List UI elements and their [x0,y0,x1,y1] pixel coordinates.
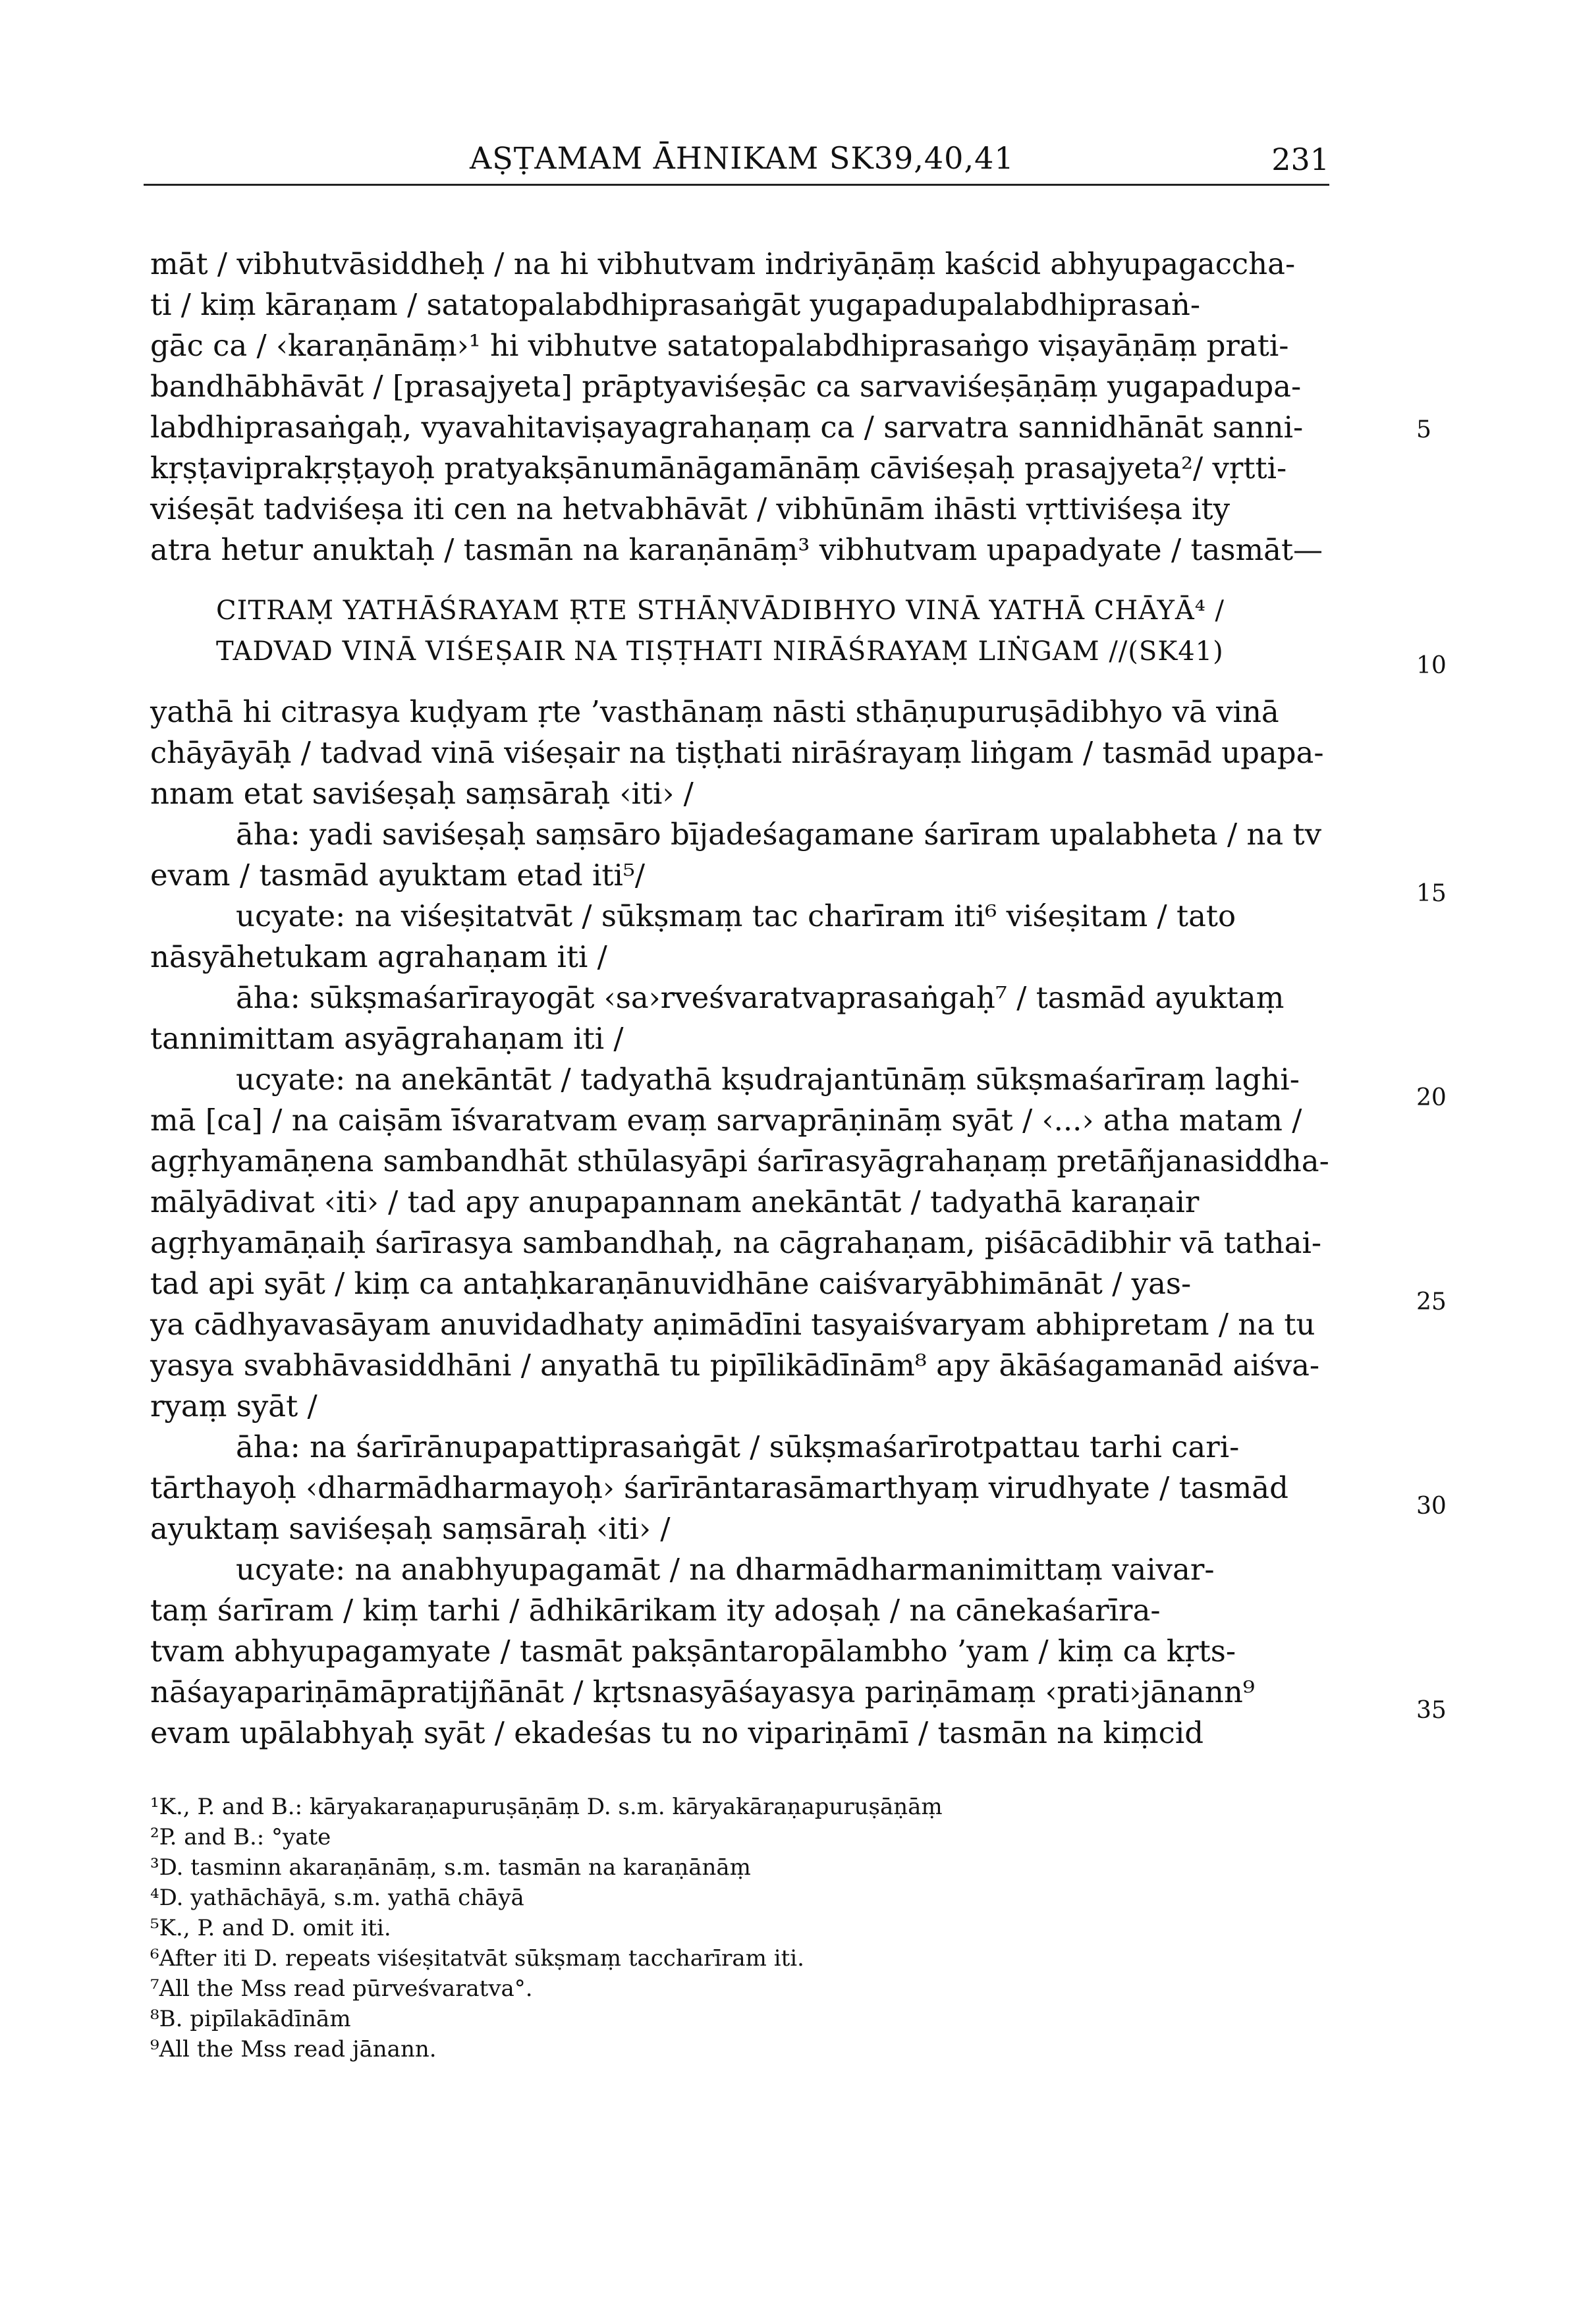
text-line: ucyate: na anekāntāt / tadyathā kṣudrajantūnāṃ sūkṣmaśarīraṃ laghi- [236,1062,1300,1097]
text-line: āha: na śarīrānupapattiprasaṅgāt / sūkṣmaśarīrotpattau tarhi cari- [236,1429,1240,1464]
text-line: tārthayoḥ ‹dharmādharmayoḥ› śarīrāntarasāmarthyaṃ virudhyate / tasmād [150,1470,1288,1505]
main-text [150,244,1329,1754]
text-line: āha: sūkṣmaśarīrayogāt ‹sa›rveśvaratvaprasaṅgaḥ⁷ / tasmād ayuktaṃ [236,980,1285,1015]
text-line: nāśayapariṇāmāpratijñānāt / kṛtsnasyāśayasya pariṇāmaṃ ‹prati›jānann⁹ [150,1674,1255,1709]
text-line: bandhābhāvāt / [prasajyeta] prāptyaviśeṣāc ca sarvaviśeṣāṇāṃ yugapadupa- [150,369,1302,404]
text-line: mālyādivat ‹iti› / tad apy anupapannam anekāntāt / tadyathā karaṇair [150,1184,1200,1219]
text-line: ya cādhyavasāyam anuvidadhaty aṇimādīni tasyaiśvaryam abhipretam / na tu [150,1307,1315,1342]
text-line: āha: yadi saviśeṣaḥ saṃsāro bījadeśagamane śarīram upalabheta / na tv [236,817,1322,852]
verse-line: CITRAṂ YATHĀŚRAYAM ṚTE STHĀṆVĀDIBHYO VINĀ YATHĀ CHĀYĀ⁴ / [216,595,1225,626]
text-line: kṛṣṭaviprakṛṣṭayoḥ pratyakṣānumānāgamānāṃ cāviśeṣaḥ prasajyeta²/ vṛtti- [150,451,1287,485]
text-line: atra hetur anuktaḥ / tasmān na karaṇānāṃ³ vibhutvam upapadyate / tasmāt— [150,532,1323,567]
text-line: yathā hi citrasya kuḍyam ṛte ’vasthānaṃ nāsti sthāṇupuruṣādibhyo vā vinā [150,694,1279,729]
text-line: nnam etat saviśeṣaḥ saṃsāraḥ ‹iti› / [150,776,694,811]
footnote: ⁶After iti D. repeats viśeṣitatvāt sūkṣmaṃ taccharīram iti. [150,1945,804,1972]
text-line: viśeṣāt tadviśeṣa iti cen na hetvabhāvāt / vibhūnām ihāsti vṛttiviśeṣa ity [150,491,1231,526]
footnote: ⁵K., P. and D. omit iti. [150,1915,391,1941]
text-line: ayuktaṃ saviśeṣaḥ saṃsāraḥ ‹iti› / [150,1511,671,1546]
footnote: ⁴D. yathāchāyā, s.m. yathā chāyā [150,1885,524,1911]
line-number: 35 [1416,1697,1447,1724]
text-line: taṃ śarīram / kiṃ tarhi / ādhikārikam ity adoṣaḥ / na cānekaśarīra- [150,1593,1161,1628]
text-line: yasya svabhāvasiddhāni / anyathā tu pipīlikādīnām⁸ apy ākāśagamanād aiśva- [150,1348,1320,1383]
page-number: 231 [1271,142,1329,177]
line-number: 30 [1416,1493,1447,1520]
line-number: 5 [1416,416,1431,443]
text-line: tannimittam asyāgrahaṇam iti / [150,1021,624,1056]
text-line: evam / tasmād ayuktam etad iti⁵/ [150,858,646,893]
text-line: evam upālabhyaḥ syāt / ekadeśas tu no vipariṇāmī / tasmān na kiṃcid [150,1715,1204,1750]
text-line: nāsyāhetukam agrahaṇam iti / [150,939,607,974]
running-header [144,135,1329,188]
text-line: ucyate: na viśeṣitatvāt / sūkṣmaṃ tac charīram iti⁶ viśeṣitam / tato [236,899,1236,933]
line-number: 20 [1416,1084,1447,1111]
text-line: māt / vibhutvāsiddheḥ / na hi vibhutvam indriyāṇāṃ kaścid abhyupagaccha- [150,246,1296,281]
footnote: ²P. and B.: °yate [150,1824,331,1850]
text-line: mā [ca] / na caiṣām īśvaratvam evaṃ sarvaprāṇināṃ syāt / ‹...› atha matam / [150,1103,1302,1138]
line-number: 15 [1416,880,1447,907]
text-line: agṛhyamāṇaiḥ śarīrasya sambandhaḥ, na cāgrahaṇam, piśācādibhir vā tathai- [150,1225,1322,1260]
header-rule [144,184,1329,186]
text-line: labdhiprasaṅgaḥ, vyavahitaviṣayagrahaṇaṃ ca / sarvatra sannidhānāt sanni- [150,410,1304,445]
text-line: chāyāyāḥ / tadvad vinā viśeṣair na tiṣṭhati nirāśrayaṃ liṅgam / tasmād upapa- [150,735,1324,770]
text-line: tvam abhyupagamyate / tasmāt pakṣāntaropālambho ’yam / kiṃ ca kṛts- [150,1634,1236,1669]
verse-line: TADVAD VINĀ VIŚEṢAIR NA TIṢṬHATI NIRĀŚRAYAṂ LIṄGAM //(SK41) [216,636,1224,667]
line-number: 10 [1416,652,1447,679]
header-title: AṢṬAMAM ĀHNIKAM SK39,40,41 [470,140,1014,176]
footnotes [150,1792,1138,2064]
text-line: agṛhyamāṇena sambandhāt sthūlasyāpi śarīrasyāgrahaṇaṃ pretāñjanasiddha- [150,1144,1329,1178]
footnote: ³D. tasminn akaraṇānāṃ, s.m. tasmān na karaṇānāṃ [150,1854,751,1881]
text-line: tad api syāt / kiṃ ca antaḥkaraṇānuvidhāne caiśvaryābhimānāt / yas- [150,1266,1192,1301]
text-line: ti / kiṃ kāraṇam / satatopalabdhiprasaṅgāt yugapadupalabdhiprasaṅ- [150,287,1201,322]
footnote: ⁹All the Mss read jānann. [150,2036,437,2062]
text-line: ryaṃ syāt / [150,1389,318,1424]
line-number: 25 [1416,1288,1447,1315]
footnote: ⁷All the Mss read pūrveśvaratva°. [150,1976,533,2002]
footnote: ¹K., P. and B.: kāryakaraṇapuruṣāṇāṃ D. s.m. kāryakāraṇapuruṣāṇāṃ [150,1794,943,1820]
footnote: ⁸B. pipīlakādīnām [150,2006,351,2032]
text-line: ucyate: na anabhyupagamāt / na dharmādharmanimittaṃ vaivar- [236,1552,1215,1587]
text-line: gāc ca / ‹karaṇānāṃ›¹ hi vibhutve satatopalabdhiprasaṅgo viṣayāṇāṃ prati- [150,328,1289,363]
